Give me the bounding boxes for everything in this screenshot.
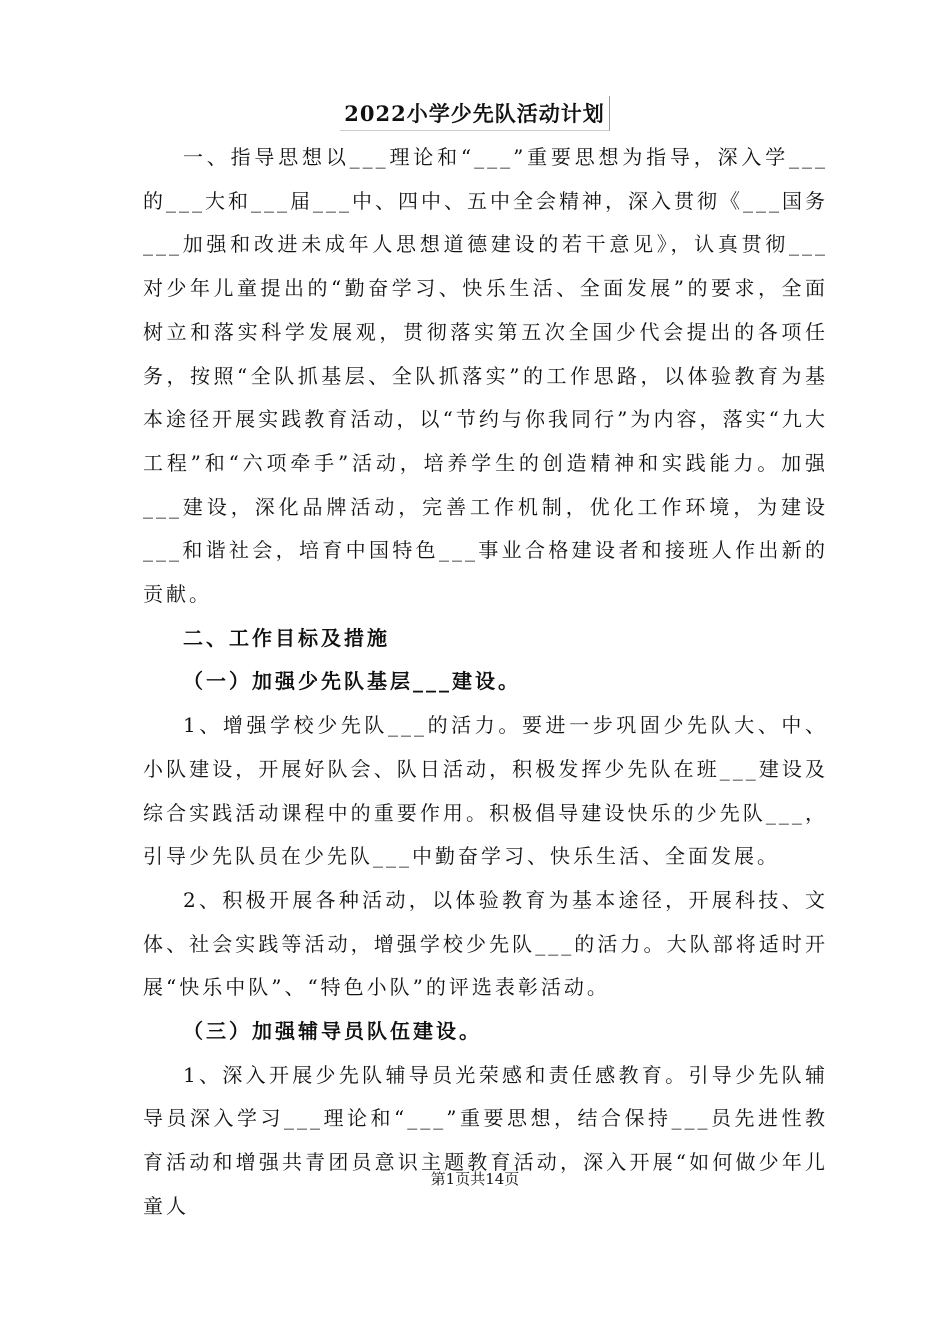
heading-section-3: （三）加强辅导员队伍建设。: [183, 1019, 482, 1044]
document-body: [143, 136, 828, 1229]
heading-section-1: （一）加强少先队基层___建设。: [183, 669, 521, 694]
document-title: 2022小学少先队活动计划: [340, 96, 609, 131]
paragraph-item-3-1: 1、深入开展少先队辅导员光荣感和责任感教育。引导少先队辅导员深入学习___理论和“___”重要思想，结合保持___员先进性教育活动和增强共青团员意识主题教育活动，深入开展“如何做少年儿童人: [143, 1062, 828, 1218]
paragraph-item-1: 1、增强学校少先队___的活力。要进一步巩固少先队大、中、小队建设，开展好队会、队日活动，积极发挥少先队在班___建设及综合实践活动课程中的重要作用。积极倡导建设快乐的少先队___，引导少先队员在少先队___中勤奋学习、快乐生活、全面发展。: [143, 713, 828, 869]
document-title-block: [0, 96, 950, 131]
heading-goals-measures: 二、工作目标及措施: [183, 625, 390, 650]
page-footer: 第1页共14页: [430, 1170, 520, 1188]
paragraph-guiding-thought: 一、指导思想以___理论和“___”重要思想为指导，深入学___的___大和___届___中、四中、五中全会精神，深入贯彻《___国务___加强和改进未成年人思想道德建设的若干意见》，认真贯彻___对少年儿童提出的“勤奋学习、快乐生活、全面发展”的要求，全面树立和落实科学发展观，贯彻落实第五次全国少代会提出的各项任务，按照“全队抓基层、全队抓落实”的工作思路，以体验教育为基本途径开展实践教育活动，以“节约与你我同行”为内容，落实“九大工程”和“六项牵手”活动，培养学生的创造精神和实践能力。加强___建设，深化品牌活动，完善工作机制，优化工作环境，为建设___和谐社会，培育中国特色___事业合格建设者和接班人作出新的贡献。: [143, 145, 828, 607]
paragraph-item-2: 2、积极开展各种活动，以体验教育为基本途径，开展科技、文体、社会实践等活动，增强学校少先队___的活力。大队部将适时开展“快乐中队”、“特色小队”的评选表彰活动。: [143, 887, 828, 1000]
